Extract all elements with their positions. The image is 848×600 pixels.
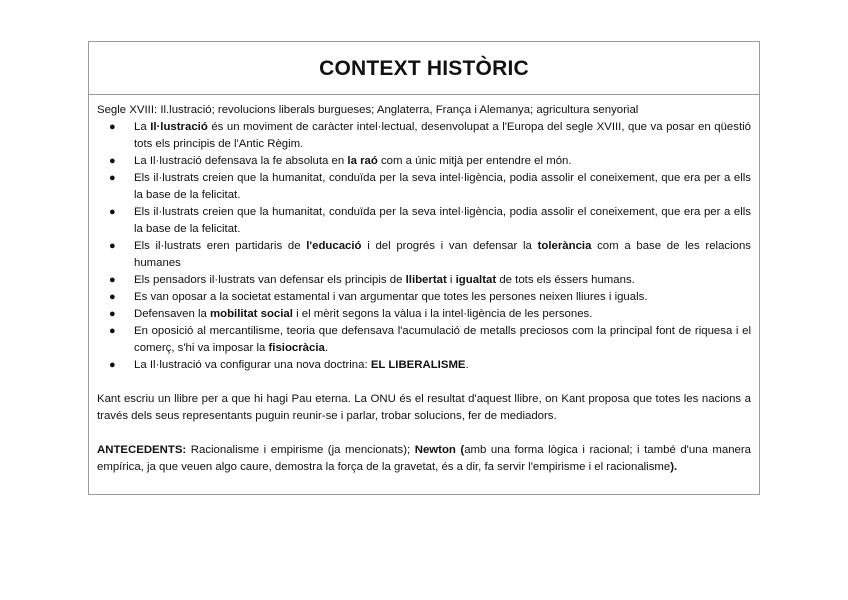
bullet-text: com a base de les relacions humanes — [134, 240, 752, 269]
bullet-text: . — [465, 359, 469, 371]
bullet-text: Els il·lustrats creien que la humanitat, conduïda per la seva intel·ligència, podia assolir el coneixement, que era per a ells la base de la felicitat. — [134, 172, 751, 201]
content-area — [89, 95, 759, 476]
bold-term: llibertat — [405, 274, 447, 286]
bold-term: Il·lustració — [150, 121, 208, 133]
bullet-text: Defensaven la — [134, 308, 210, 320]
bullet-text: . — [324, 342, 329, 354]
list-item — [97, 204, 751, 238]
list-item — [97, 357, 751, 374]
bullet-dot-icon: ● — [109, 291, 116, 303]
bullet-dot-icon: ● — [109, 359, 116, 371]
bold-term: mobilitat social — [210, 308, 293, 320]
bullet-text: i el mèrit segons la vàlua i la intel·ligència de les persones. — [292, 308, 593, 320]
bullet-text: La — [134, 121, 151, 133]
bold-term: la raó — [347, 155, 378, 167]
antecedents-paragraph — [97, 442, 751, 476]
page-title: CONTEXT HISTÒRIC — [319, 57, 529, 80]
bullet-dot-icon: ● — [109, 308, 116, 320]
antecedents-close: ). — [670, 461, 678, 473]
list-item — [97, 238, 751, 272]
list-item — [97, 153, 751, 170]
title-row — [89, 42, 759, 95]
bullet-dot-icon: ● — [109, 274, 116, 286]
bullet-text: Els il·lustrats creien que la humanitat, conduïda per la seva intel·ligència, podia assolir el coneixement, que era per a ells la base de la felicitat. — [134, 206, 751, 235]
list-item — [97, 272, 751, 289]
antecedents-newton: Newton ( — [414, 444, 465, 456]
list-item — [97, 289, 751, 306]
bullet-list — [97, 119, 751, 374]
bullet-dot-icon: ● — [109, 121, 116, 133]
bullet-dot-icon: ● — [109, 325, 116, 337]
list-item — [97, 323, 751, 357]
list-item — [97, 119, 751, 153]
bullet-text: és un moviment de caràcter intel·lectual, desenvolupat a l'Europa del segle XVIII, que va posar en qüestió tots els principis de l'Antic Règim. — [134, 121, 751, 150]
bullet-text: La Il·lustració va configurar una nova doctrina: — [134, 359, 371, 371]
antecedents-text1: Racionalisme i empirisme (ja mencionats); — [186, 444, 415, 456]
antecedents-text2: amb una forma lògica i racional; i també d'una manera empírica, ja que veuen algo caure, demostra la força de la gravetat, és a dir, fa servir l'empirisme i el racionalisme — [97, 444, 751, 473]
bullet-text: de tots els éssers humans. — [496, 274, 635, 286]
bold-term: fisiocràcia — [268, 342, 325, 354]
bullet-text: Els il·lustrats eren partidaris de — [134, 240, 307, 252]
bullet-dot-icon: ● — [109, 240, 116, 252]
bullet-text: La Il·lustració defensava la fe absoluta en — [134, 155, 348, 167]
list-item — [97, 170, 751, 204]
bullet-text: Es van oposar a la societat estamental i van argumentar que totes les persones neixen lliures i iguals. — [134, 291, 648, 303]
bold-term: l'educació — [306, 240, 362, 252]
antecedents-label: ANTECEDENTS: — [97, 444, 187, 456]
bold-term: igualtat — [455, 274, 497, 286]
kant-paragraph: Kant escriu un llibre per a que hi hagi Pau eterna. La ONU és el resultat d'aquest llibre, on Kant proposa que totes les nacions a través dels seus representants puguin reunir-se i parlar, trobar solucions, fer de mediadors. — [97, 393, 751, 422]
bold-term: tolerància — [537, 240, 592, 252]
bullet-dot-icon: ● — [109, 155, 116, 167]
bullet-text: Els pensadors il·lustrats van defensar els principis de — [134, 274, 406, 286]
bullet-text: i — [446, 274, 456, 286]
bullet-dot-icon: ● — [109, 206, 116, 218]
bullet-text: com a únic mitjà per entendre el món. — [377, 155, 572, 167]
bullet-dot-icon: ● — [109, 172, 116, 184]
bullet-text: En oposició al mercantilisme, teoria que defensava l'acumulació de metalls preciosos com la principal font de riquesa i el comerç, s'hi va imposar la — [134, 325, 751, 354]
intro-line: Segle XVIII: Il.lustració; revolucions liberals burgueses; Anglaterra, França i Alemanya; agricultura senyorial — [97, 104, 639, 116]
list-item — [97, 306, 751, 323]
bold-term: EL LIBERALISME — [370, 359, 466, 371]
bullet-text: i del progrés i van defensar la — [361, 240, 538, 252]
context-box — [88, 41, 760, 495]
